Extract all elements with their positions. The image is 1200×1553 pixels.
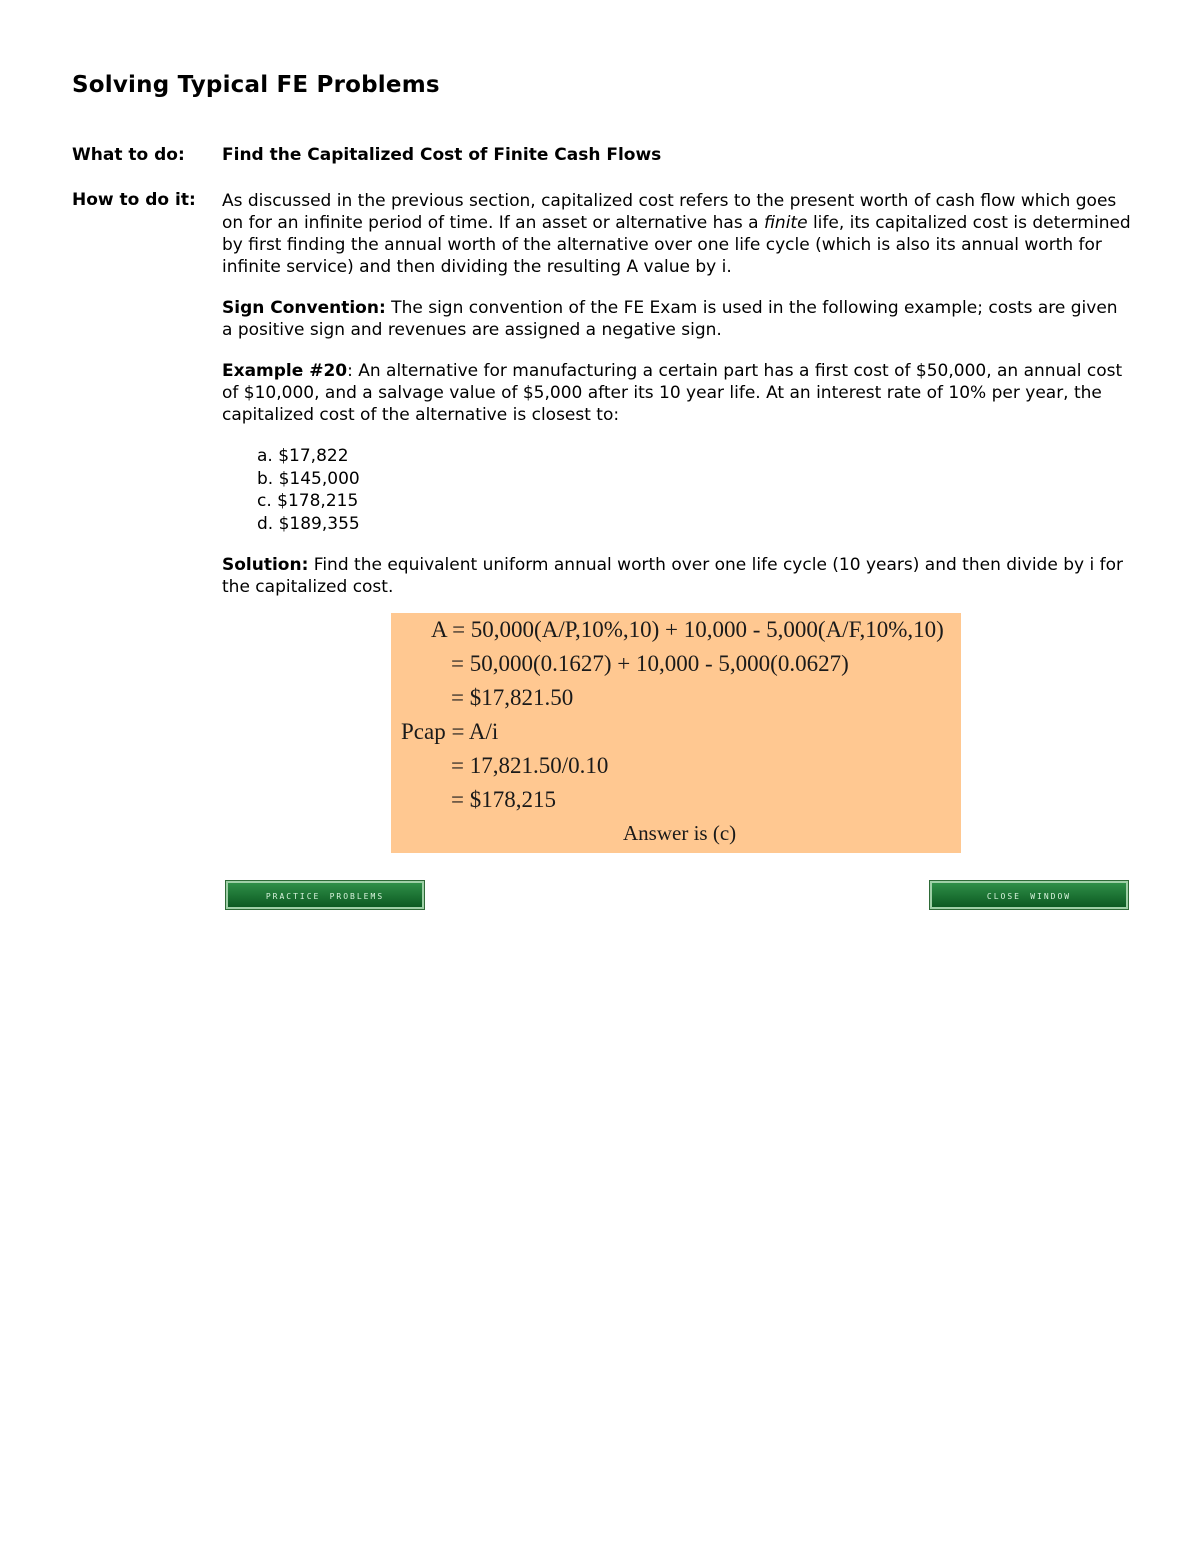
sign-convention-paragraph: Sign Convention: The sign convention of the FE Exam is used in the following example; costs are given a positive sign and revenues are assigned a negative sign. — [222, 298, 1118, 340]
page-title: Solving Typical FE Problems — [72, 72, 440, 98]
intro-paragraph: As discussed in the previous section, capitalized cost refers to the present worth of cash flow which goes on for an infinite period of time. If an asset or alternative has a finite life, its capitalized cost is determined by first finding the annual worth of the alternative over one life cycle (which is also its annual worth for infinite service) and then dividing the resulting A value by i. — [222, 191, 1131, 277]
example-paragraph: Example #20: An alternative for manufacturing a certain part has a first cost of $50,000, an annual cost of $10,000, and a salvage value of $5,000 after its 10 year life. At an interest rate of 10% per year, the capitalized cost of the alternative is closest to: — [222, 361, 1123, 425]
what-to-do-label: What to do: — [72, 145, 185, 165]
formula-line-5: = 17,821.50/0.10 — [451, 753, 609, 778]
sign-convention-label: Sign Convention: — [222, 298, 386, 318]
formula-line-6: = $178,215 — [451, 787, 556, 812]
formula-line-3: = $17,821.50 — [451, 685, 574, 710]
what-to-do-text: Find the Capitalized Cost of Finite Cash Flows — [222, 145, 662, 165]
formula-line-1: A = 50,000(A/P,10%,10) + 10,000 - 5,000(A/F,10%,10) — [431, 617, 944, 642]
example-label: Example #20 — [222, 361, 348, 381]
how-to-do-it-label: How to do it: — [72, 190, 196, 210]
formula-line-4: Pcap = A/i — [401, 719, 499, 744]
option-d: d. $189,355 — [257, 513, 360, 534]
solution-formula-box — [391, 613, 961, 853]
answer-options — [257, 445, 1132, 535]
option-b: b. $145,000 — [257, 468, 360, 489]
formula-answer: Answer is (c) — [623, 821, 737, 845]
how-to-content — [222, 190, 1132, 617]
finite-emphasis: finite — [763, 213, 808, 233]
formula-line-2: = 50,000(0.1627) + 10,000 - 5,000(0.0627) — [451, 651, 849, 676]
option-c: c. $178,215 — [257, 491, 359, 511]
close-window-button[interactable]: close window — [930, 881, 1128, 909]
solution-paragraph: Solution: Find the equivalent uniform annual worth over one life cycle (10 years) and then divide by i for the capitalized cost. — [222, 555, 1123, 597]
solution-label: Solution: — [222, 555, 309, 575]
option-a: a. $17,822 — [257, 446, 349, 466]
practice-problems-button[interactable]: practice problems — [226, 881, 424, 909]
